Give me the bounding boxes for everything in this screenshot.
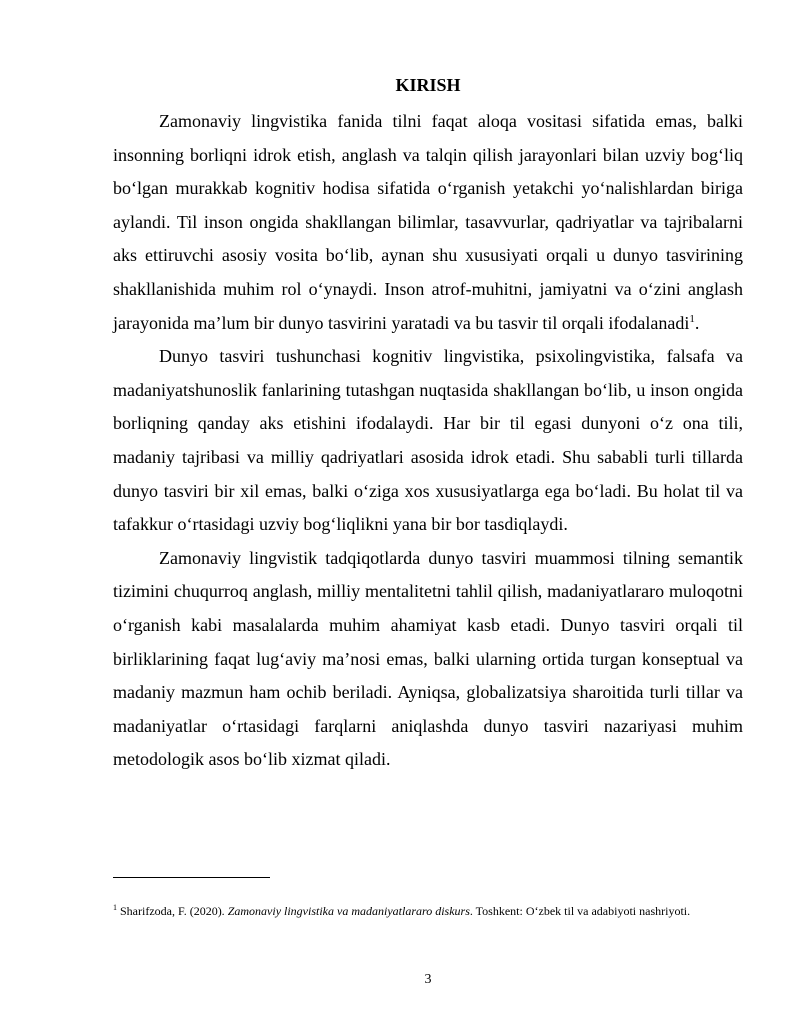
paragraph-1 [113,105,743,340]
section-heading: KIRISH [395,75,461,95]
footnote-author: Sharifzoda, F. (2020). [117,904,228,918]
paragraph-3: Zamonaviy lingvistik tadqiqotlarda dunyo tasviri muammosi tilning semantik tizimini chuqurroq anglash, milliy mentalitetni tahlil qilish, madaniyatlararo muloqotni o‘rganish kabi masalalarda muhim ahamiyat kasb etadi. Dunyo tasviri orqali til birliklarining faqat lug‘aviy ma’nosi emas, balki ularning ortida turgan konseptual va madaniy mazmun ham ochib beriladi. Ayniqsa, globalizatsiya sharoitida turli tillar va madaniyatlar o‘rtasidagi farqlarni aniqlashda dunyo tasviri nazariyasi muhim metodologik asos bo‘lib xizmat qiladi. [113,547,743,770]
page-number: 3 [424,972,432,987]
footnote-separator [113,877,270,878]
body-text [113,105,743,777]
paragraph-1-text: Zamonaviy lingvistika fanida tilni faqat aloqa vositasi sifatida emas, balki insonning borliqni idrok etish, anglash va talqin qilish jarayonlari bilan uzviy bog‘liq bo‘lgan murakkab kognitiv hodisa sifatida o‘rganish yetakchi yo‘nalishlardan biriga aylandi. Til inson ongida shakllangan bilimlar, tasavvurlar, qadriyatlar va tajribalarni aks ettiruvchi asosiy vosita bo‘lib, aynan shu xususiyati orqali u dunyo tasvirining shakllanishida muhim rol o‘ynaydi. Inson atrof-muhitni, jamiyatni va o‘zini anglash jarayonida ma’lum bir dunyo tasvirini yaratadi va bu tasvir til orqali ifodalanadi [113,111,743,333]
footnote-reference[interactable]: 1 [689,312,695,325]
paragraph-2: Dunyo tasviri tushunchasi kognitiv lingvistika, psixolingvistika, falsafa va madaniyatshunoslik fanlarining tutashgan nuqtasida shakllangan bo‘lib, u inson ongida borliqning qanday aks etishini ifodalaydi. Har bir til egasi dunyoni o‘z ona tili, madaniy tajribasi va milliy qadriyatlari asosida idrok etadi. Shu sababli turli tillarda dunyo tasviri bir xil emas, balki o‘ziga xos xususiyatlarga ega bo‘ladi. Bu holat til va tafakkur o‘rtasidagi uzviy bog‘liqlikni yana bir bor tasdiqlaydi. [113,346,743,535]
paragraph-1-end: . [694,312,700,333]
footnote-marker: 1 [113,903,117,912]
footnote [113,903,753,919]
footnote-title: Zamonaviy lingvistika va madaniyatlararo diskurs [227,904,470,918]
footnote-publisher: . Toshkent: O‘zbek til va adabiyoti nashriyoti. [469,904,691,918]
